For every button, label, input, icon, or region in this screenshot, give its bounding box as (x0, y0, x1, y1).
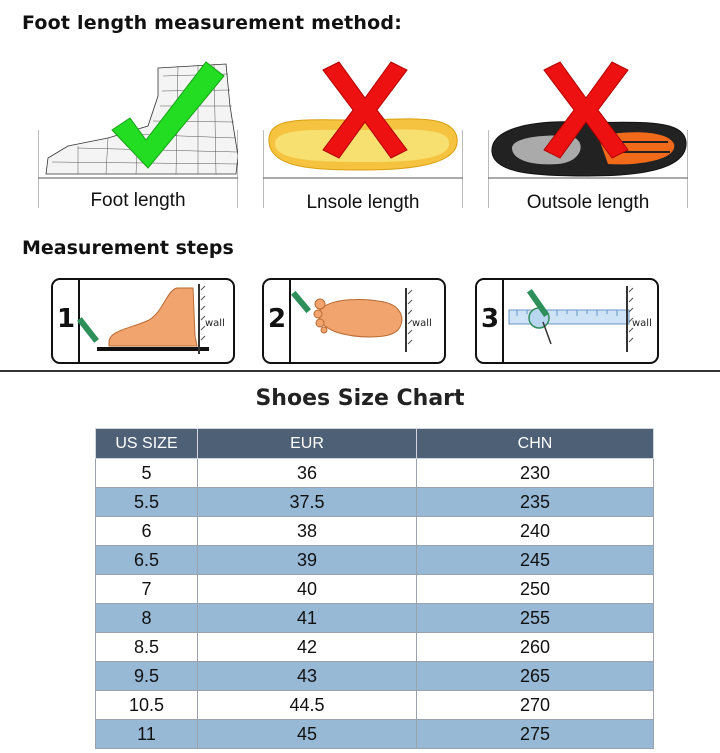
method-label-foot: Foot length (90, 190, 186, 211)
table-row (96, 720, 654, 749)
section-divider (0, 370, 720, 372)
us-size-cell: 9.5 (96, 662, 198, 691)
chn-cell: 275 (417, 720, 654, 749)
method-insole-length (263, 46, 463, 216)
size-chart-title: Shoes Size Chart (255, 386, 465, 411)
eur-cell: 37.5 (198, 488, 417, 517)
chn-cell: 240 (417, 517, 654, 546)
chn-cell: 250 (417, 575, 654, 604)
table-row (96, 691, 654, 720)
table-row (96, 662, 654, 691)
step-1-number: 1 (57, 304, 76, 334)
chn-cell: 245 (417, 546, 654, 575)
method-label-outsole: Outsole length (526, 192, 650, 213)
table-row (96, 633, 654, 662)
chn-cell: 230 (417, 459, 654, 488)
size-chart-header-row (96, 429, 654, 459)
eur-cell: 36 (198, 459, 417, 488)
size-chart-table (95, 428, 654, 749)
step-2-number: 2 (268, 304, 287, 334)
eur-cell: 41 (198, 604, 417, 633)
column-header-eur: EUR (198, 429, 417, 459)
us-size-cell: 5.5 (96, 488, 198, 517)
eur-cell: 44.5 (198, 691, 417, 720)
step-3-number: 3 (481, 304, 500, 334)
chn-cell: 260 (417, 633, 654, 662)
method-label-insole: Lnsole length (306, 192, 420, 213)
step-2-card (262, 278, 446, 364)
us-size-cell: 8 (96, 604, 198, 633)
eur-cell: 39 (198, 546, 417, 575)
eur-cell: 38 (198, 517, 417, 546)
us-size-cell: 10.5 (96, 691, 198, 720)
step-1-wall-label: wall (205, 318, 225, 329)
us-size-cell: 7 (96, 575, 198, 604)
table-row (96, 459, 654, 488)
table-row (96, 546, 654, 575)
us-size-cell: 8.5 (96, 633, 198, 662)
step-3-card (475, 278, 659, 364)
method-outsole-length (488, 46, 688, 216)
step-3-illustration (477, 280, 657, 362)
us-size-cell: 6 (96, 517, 198, 546)
chn-cell: 270 (417, 691, 654, 720)
table-row (96, 488, 654, 517)
eur-cell: 42 (198, 633, 417, 662)
method-foot-length (38, 46, 238, 216)
column-header-us-size: US SIZE (96, 429, 198, 459)
us-size-cell: 5 (96, 459, 198, 488)
eur-cell: 40 (198, 575, 417, 604)
chn-cell: 265 (417, 662, 654, 691)
method-heading: Foot length measurement method: (22, 12, 403, 34)
column-header-chn: CHN (417, 429, 654, 459)
us-size-cell: 11 (96, 720, 198, 749)
eur-cell: 45 (198, 720, 417, 749)
eur-cell: 43 (198, 662, 417, 691)
insole-illustration (263, 46, 463, 216)
chn-cell: 235 (417, 488, 654, 517)
table-row (96, 604, 654, 633)
step-2-wall-label: wall (412, 318, 432, 329)
table-row (96, 575, 654, 604)
chn-cell: 255 (417, 604, 654, 633)
outsole-illustration (488, 46, 688, 216)
step-1-card (51, 278, 235, 364)
step-3-wall-label: wall (632, 318, 652, 329)
table-row (96, 517, 654, 546)
steps-heading: Measurement steps (22, 237, 234, 259)
us-size-cell: 6.5 (96, 546, 198, 575)
